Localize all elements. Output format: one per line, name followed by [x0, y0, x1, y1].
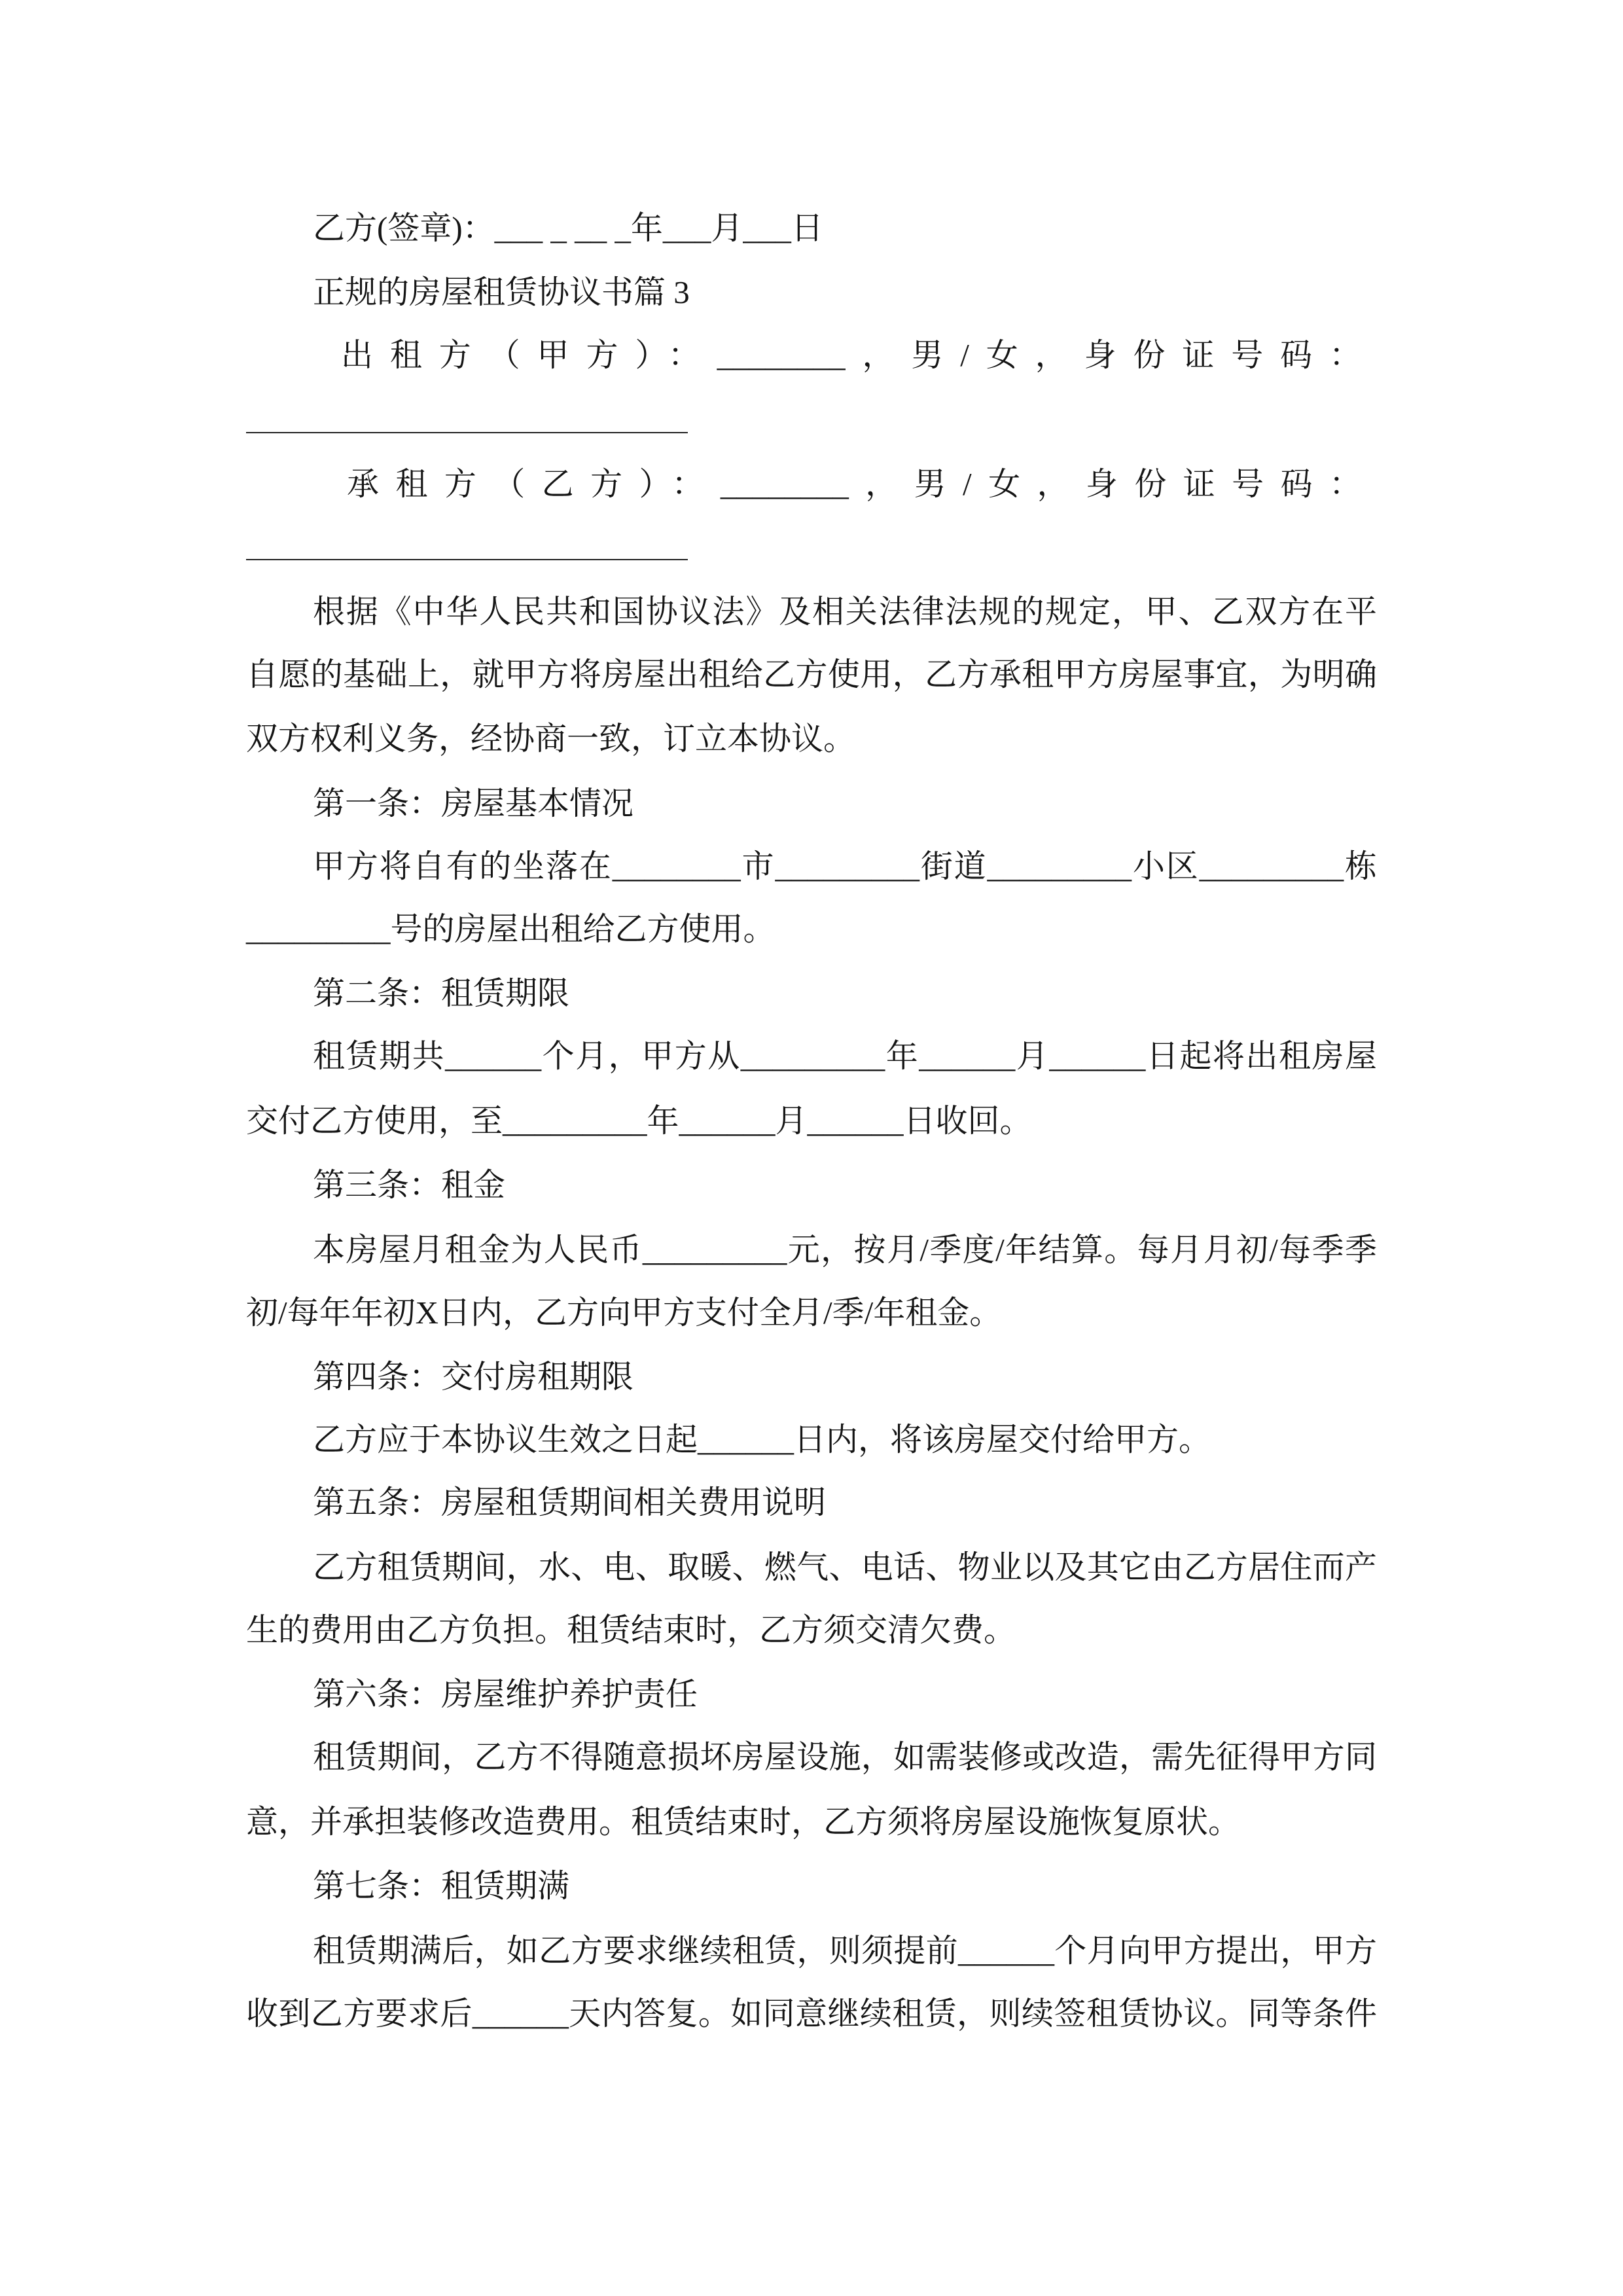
text-line: 双方权利义务，经协商一致，订立本协议。 [246, 721, 856, 757]
text-line: 正规的房屋租赁协议书篇 3 [313, 274, 690, 310]
clause-heading: 第一条：房屋基本情况 [313, 785, 634, 821]
text-line: 租赁期共______个月，甲方从_________年______月______日起将出租房屋 [313, 1038, 1377, 1074]
signature-line [246, 559, 688, 560]
text-line: 交付乙方使用，至_________年______月______日收回。 [246, 1103, 1032, 1139]
clause-heading: 第二条：租赁期限 [313, 975, 570, 1011]
clause-heading: 第七条：租赁期满 [313, 1868, 570, 1904]
text-line: 租赁期间，乙方不得随意损坏房屋设施，如需装修或改造，需先征得甲方同 [313, 1739, 1377, 1775]
text-line: 承租方（乙方）：________，男/女，身份证号码： [347, 466, 1361, 502]
text-line: 意，并承担装修改造费用。租赁结束时，乙方须将房屋设施恢复原状。 [246, 1804, 1241, 1840]
clause-heading: 第六条：房屋维护养护责任 [313, 1676, 698, 1712]
text-line: _________号的房屋出租给乙方使用。 [246, 911, 776, 947]
text-line: 乙方应于本协议生效之日起______日内，将该房屋交付给甲方。 [313, 1422, 1211, 1458]
text-line: 生的费用由乙方负担。租赁结束时，乙方须交清欠费。 [246, 1612, 1016, 1648]
signature-line [246, 432, 688, 433]
text-line: 自愿的基础上，就甲方将房屋出租给乙方使用，乙方承租甲方房屋事宜，为明确 [246, 656, 1377, 692]
clause-heading: 第五条：房屋租赁期间相关费用说明 [313, 1484, 827, 1520]
text-line: 本房屋月租金为人民币_________元，按月/季度/年结算。每月月初/每季季 [313, 1232, 1377, 1268]
text-line: 出租方（甲方）：________，男/女，身份证号码： [341, 337, 1361, 373]
text-line: 根据《中华人民共和国协议法》及相关法律法规的规定，甲、乙双方在平 [313, 594, 1377, 630]
text-line: 甲方将自有的坐落在________市_________街道_________小区_________栋 [313, 848, 1377, 884]
text-line: 乙方(签章)：___ _ __ _年___月___日 [313, 210, 823, 246]
clause-heading: 第四条：交付房租期限 [313, 1359, 634, 1395]
text-line: 初/每年年初X日内，乙方向甲方支付全月/季/年租金。 [246, 1295, 1002, 1331]
text-line: 租赁期满后，如乙方要求继续租赁，则须提前______个月向甲方提出，甲方 [313, 1933, 1377, 1969]
clause-heading: 第三条：租金 [313, 1167, 506, 1203]
text-line: 收到乙方要求后______天内答复。如同意继续租赁，则续签租赁协议。同等条件 [246, 1996, 1377, 2032]
text-line: 乙方租赁期间，水、电、取暖、燃气、电话、物业以及其它由乙方居住而产 [313, 1549, 1377, 1585]
